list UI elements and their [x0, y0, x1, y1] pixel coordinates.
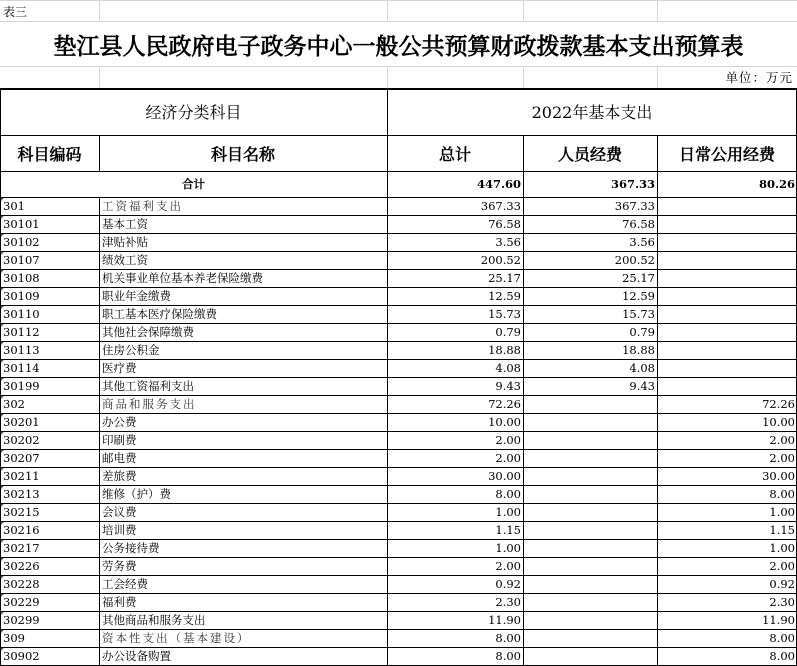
personnel-cell	[523, 395, 657, 413]
public-cell: 72.26	[762, 397, 795, 411]
total-cell: 18.88	[488, 343, 521, 357]
subject-code-cell: 30202	[0, 431, 99, 449]
subject-name-cell: 邮电费	[102, 451, 137, 465]
subject-name-cell: 职业年金缴费	[102, 289, 171, 303]
summary-public: 80.26	[758, 177, 795, 191]
gridline	[99, 0, 100, 22]
table-border	[0, 197, 797, 198]
row-border	[0, 341, 797, 342]
personnel-cell: 9.43	[629, 379, 655, 393]
subject-name-cell: 福利费	[102, 595, 137, 609]
total-cell: 9.43	[495, 379, 521, 393]
personnel-cell	[523, 575, 657, 593]
gridline	[657, 66, 658, 88]
row-border	[0, 215, 797, 216]
row-border	[0, 467, 797, 468]
public-cell	[657, 305, 797, 323]
personnel-cell	[523, 449, 657, 467]
subject-code-cell: 30107	[0, 251, 99, 269]
subject-name-cell: 机关事业单位基本养老保险缴费	[102, 271, 263, 285]
personnel-cell	[523, 413, 657, 431]
personnel-cell	[523, 647, 657, 665]
total-cell: 0.92	[495, 577, 521, 591]
total-cell: 4.08	[495, 361, 521, 375]
subject-name-cell: 住房公积金	[102, 343, 160, 357]
row-border	[0, 593, 797, 594]
header-subject-name: 科目名称	[210, 144, 275, 164]
summary-personnel: 367.33	[610, 177, 655, 191]
header-personnel-expense: 人员经费	[557, 144, 622, 164]
total-cell: 8.00	[495, 487, 521, 501]
personnel-cell: 18.88	[622, 343, 655, 357]
row-border	[0, 377, 797, 378]
public-cell	[657, 359, 797, 377]
summary-label: 合计	[182, 177, 205, 191]
column-border	[99, 135, 100, 171]
total-cell: 2.00	[495, 559, 521, 573]
public-cell	[657, 215, 797, 233]
public-cell: 8.00	[769, 631, 795, 645]
subject-code-cell: 30112	[0, 323, 99, 341]
row-border	[0, 323, 797, 324]
public-cell	[657, 377, 797, 395]
column-border	[657, 135, 658, 665]
subject-name-cell: 办公设备购置	[102, 649, 171, 663]
subject-name-cell: 办公费	[102, 415, 137, 429]
personnel-cell: 15.73	[622, 307, 655, 321]
personnel-cell: 3.56	[629, 235, 655, 249]
public-cell	[657, 233, 797, 251]
public-cell	[657, 197, 797, 215]
public-cell: 2.00	[769, 451, 795, 465]
row-border	[0, 575, 797, 576]
public-cell: 1.00	[769, 505, 795, 519]
personnel-cell	[523, 539, 657, 557]
subject-code-cell: 30216	[0, 521, 99, 539]
header-public-expense: 日常公用经费	[678, 144, 775, 164]
total-cell: 15.73	[488, 307, 521, 321]
page-title: 垫江县人民政府电子政务中心一般公共预算财政拨款基本支出预算表	[53, 32, 744, 60]
subject-code-cell: 30114	[0, 359, 99, 377]
total-cell: 11.90	[488, 613, 521, 627]
total-cell: 0.79	[495, 325, 521, 339]
total-cell: 8.00	[495, 649, 521, 663]
public-cell: 2.30	[769, 595, 795, 609]
personnel-cell: 12.59	[622, 289, 655, 303]
subject-code-cell: 30108	[0, 269, 99, 287]
subject-code-cell: 30229	[0, 593, 99, 611]
personnel-cell	[523, 467, 657, 485]
personnel-cell	[523, 593, 657, 611]
public-cell: 30.00	[762, 469, 795, 483]
personnel-cell	[523, 431, 657, 449]
subject-code-cell: 309	[0, 629, 99, 647]
personnel-cell: 367.33	[614, 199, 655, 213]
total-cell: 76.58	[488, 217, 521, 231]
personnel-cell: 200.52	[614, 253, 655, 267]
subject-name-cell: 资本性支出（基本建设）	[102, 631, 251, 645]
gridline	[523, 66, 524, 88]
unit-label: 单位：万元	[725, 70, 793, 85]
subject-name-cell: 其他工资福利支出	[102, 379, 194, 393]
public-cell: 2.00	[769, 559, 795, 573]
row-border	[0, 449, 797, 450]
subject-code-cell: 30109	[0, 287, 99, 305]
public-cell	[657, 341, 797, 359]
subject-name-cell: 印刷费	[102, 433, 137, 447]
subject-name-cell: 职工基本医疗保险缴费	[102, 307, 217, 321]
subject-code-cell: 30102	[0, 233, 99, 251]
subject-name-cell: 工会经费	[102, 577, 148, 591]
subject-name-cell: 培训费	[102, 523, 137, 537]
total-cell: 3.56	[495, 235, 521, 249]
total-cell: 367.33	[480, 199, 521, 213]
gridline	[657, 0, 658, 22]
row-border	[0, 251, 797, 252]
public-cell	[657, 251, 797, 269]
gridline	[387, 0, 388, 22]
row-border	[0, 233, 797, 234]
row-border	[0, 521, 797, 522]
public-cell	[657, 323, 797, 341]
personnel-cell: 4.08	[629, 361, 655, 375]
column-border	[523, 135, 524, 665]
public-cell: 8.00	[769, 649, 795, 663]
personnel-cell	[523, 611, 657, 629]
public-cell: 1.15	[769, 523, 795, 537]
subject-name-cell: 基本工资	[102, 217, 148, 231]
subject-code-cell: 30211	[0, 467, 99, 485]
subject-code-cell: 301	[0, 197, 99, 215]
subject-name-cell: 工资福利支出	[102, 199, 183, 213]
personnel-cell	[523, 521, 657, 539]
total-cell: 8.00	[495, 631, 521, 645]
subject-code-cell: 30213	[0, 485, 99, 503]
table-label: 表三	[3, 5, 28, 19]
subject-code-cell: 30215	[0, 503, 99, 521]
subject-code-cell: 30207	[0, 449, 99, 467]
subject-name-cell: 绩效工资	[102, 253, 148, 267]
personnel-cell	[523, 629, 657, 647]
public-cell: 2.00	[769, 433, 795, 447]
gridline	[387, 66, 388, 88]
header-total: 总计	[438, 144, 471, 164]
row-border	[0, 359, 797, 360]
total-cell: 30.00	[488, 469, 521, 483]
subject-name-cell: 公务接待费	[102, 541, 160, 555]
header-basic-expenditure-2022: 2022年基本支出	[531, 103, 653, 122]
personnel-cell: 0.79	[629, 325, 655, 339]
total-cell: 2.00	[495, 433, 521, 447]
personnel-cell	[523, 503, 657, 521]
subject-name-cell: 商品和服务支出	[102, 397, 197, 411]
header-subject-code: 科目编码	[17, 144, 82, 164]
subject-name-cell: 其他商品和服务支出	[102, 613, 206, 627]
table-border	[0, 171, 797, 172]
column-border	[99, 197, 100, 665]
gridline	[99, 66, 100, 88]
total-cell: 25.17	[488, 271, 521, 285]
row-border	[0, 395, 797, 396]
total-cell: 2.00	[495, 451, 521, 465]
subject-name-cell: 会议费	[102, 505, 137, 519]
row-border	[0, 539, 797, 540]
row-border	[0, 431, 797, 432]
row-border	[0, 413, 797, 414]
subject-code-cell: 30228	[0, 575, 99, 593]
subject-code-cell: 30299	[0, 611, 99, 629]
total-cell: 1.00	[495, 541, 521, 555]
row-border	[0, 503, 797, 504]
row-border	[0, 629, 797, 630]
subject-code-cell: 30902	[0, 647, 99, 665]
gridline	[0, 0, 797, 1]
subject-code-cell: 30199	[0, 377, 99, 395]
subject-name-cell: 劳务费	[102, 559, 137, 573]
total-cell: 1.15	[495, 523, 521, 537]
row-border	[0, 557, 797, 558]
subject-code-cell: 30226	[0, 557, 99, 575]
public-cell: 1.00	[769, 541, 795, 555]
row-border	[0, 611, 797, 612]
subject-name-cell: 医疗费	[102, 361, 137, 375]
public-cell: 8.00	[769, 487, 795, 501]
personnel-cell: 25.17	[622, 271, 655, 285]
table-border	[0, 88, 1, 665]
column-border	[387, 88, 388, 665]
public-cell	[657, 287, 797, 305]
subject-code-cell: 30201	[0, 413, 99, 431]
subject-code-cell: 302	[0, 395, 99, 413]
total-cell: 12.59	[488, 289, 521, 303]
subject-name-cell: 其他社会保障缴费	[102, 325, 194, 339]
personnel-cell	[523, 557, 657, 575]
row-border	[0, 485, 797, 486]
public-cell	[657, 269, 797, 287]
public-cell: 0.92	[769, 577, 795, 591]
gridline	[523, 0, 524, 22]
subject-name-cell: 维修（护）费	[102, 487, 171, 501]
total-cell: 72.26	[488, 397, 521, 411]
row-border	[0, 269, 797, 270]
subject-code-cell: 30101	[0, 215, 99, 233]
gridline	[0, 66, 797, 67]
row-border	[0, 287, 797, 288]
table-border	[0, 135, 797, 136]
subject-code-cell: 30110	[0, 305, 99, 323]
gridline	[0, 21, 797, 22]
public-cell: 11.90	[762, 613, 795, 627]
total-cell: 10.00	[488, 415, 521, 429]
subject-name-cell: 差旅费	[102, 469, 137, 483]
personnel-cell: 76.58	[622, 217, 655, 231]
total-cell: 200.52	[480, 253, 521, 267]
total-cell: 2.30	[495, 595, 521, 609]
table-border	[0, 88, 797, 90]
public-cell: 10.00	[762, 415, 795, 429]
personnel-cell	[523, 485, 657, 503]
summary-total: 447.60	[476, 177, 521, 191]
row-border	[0, 647, 797, 648]
subject-name-cell: 津贴补贴	[102, 235, 148, 249]
subject-code-cell: 30113	[0, 341, 99, 359]
row-border	[0, 305, 797, 306]
header-economic-category: 经济分类科目	[145, 103, 242, 122]
subject-code-cell: 30217	[0, 539, 99, 557]
total-cell: 1.00	[495, 505, 521, 519]
